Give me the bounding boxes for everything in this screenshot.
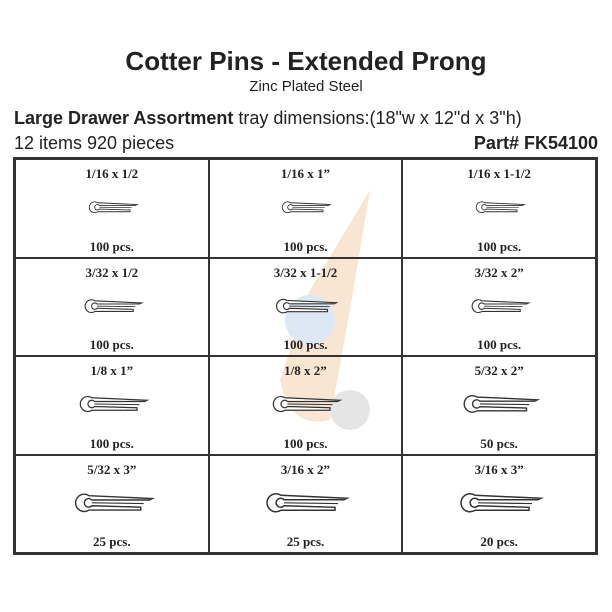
assortment-cell (402, 258, 596, 357)
pin-size: 3/16 x 2” (280, 461, 331, 477)
cotter-pin-icon (73, 394, 151, 414)
pin-quantity: 100 pcs. (89, 337, 134, 352)
cotter-pin-icon (466, 297, 532, 314)
pin-size: 3/16 x 3” (474, 461, 524, 477)
assortment-cell (402, 159, 596, 258)
pin-quantity: 100 pcs. (283, 435, 328, 451)
pin-quantity: 100 pcs. (89, 435, 134, 451)
subtitle: Zinc Plated Steel (249, 78, 363, 95)
cotter-pin-icon (265, 394, 346, 414)
cotter-pin-icon (271, 297, 340, 315)
title: Cotter Pins - Extended Prong (125, 46, 487, 76)
assortment-cell (15, 159, 209, 258)
cotter-pin-icon (454, 393, 544, 415)
cotter-pin-icon (79, 297, 145, 314)
pin-size: 5/32 x 3” (87, 461, 137, 477)
pin-quantity: 100 pcs. (89, 238, 134, 254)
summary: 12 items 920 pieces (14, 133, 175, 153)
pin-size: 1/8 x 2” (284, 363, 327, 378)
pin-quantity: 25 pcs. (286, 534, 325, 549)
assortment-grid (13, 157, 598, 555)
assortment-line (14, 108, 522, 129)
assortment-cell (15, 258, 209, 357)
cotter-pin-icon (448, 491, 550, 515)
cotter-pin-icon (85, 200, 139, 215)
pin-quantity: 100 pcs. (283, 337, 328, 352)
pin-size: 5/32 x 2” (474, 363, 524, 378)
cotter-pin-icon (472, 200, 526, 215)
assortment-cell (209, 159, 403, 258)
cotter-pin-icon (64, 491, 160, 514)
cotter-pin-icon (278, 200, 332, 215)
pin-size: 3/32 x 1/2 (85, 264, 139, 280)
assortment-cell (402, 455, 596, 554)
assortment-name: Large Drawer Assortment (14, 108, 234, 128)
pin-quantity: 100 pcs. (283, 238, 328, 254)
pin-quantity: 50 pcs. (480, 435, 518, 451)
tray-dimensions: tray dimensions:(18"w x 12"d x 3"h) (233, 108, 522, 128)
pin-quantity: 20 pcs. (480, 534, 518, 549)
pin-size: 1/16 x 1” (280, 166, 331, 181)
assortment-cell (209, 356, 403, 455)
pin-size: 1/16 x 1/2 (85, 166, 139, 181)
pin-quantity: 100 pcs. (477, 337, 522, 352)
assortment-cell (209, 258, 403, 357)
pin-quantity: 25 pcs. (93, 534, 131, 549)
pin-size: 3/32 x 1-1/2 (273, 264, 338, 280)
assortment-cell (402, 356, 596, 455)
cotter-pin-icon (254, 491, 356, 515)
assortment-cell (15, 455, 209, 554)
pin-quantity: 100 pcs. (477, 238, 522, 254)
pin-size: 1/8 x 1” (90, 363, 134, 378)
assortment-cell (209, 455, 403, 554)
pin-size: 1/16 x 1-1/2 (467, 166, 531, 181)
part-number: Part# FK54100 (473, 133, 598, 153)
assortment-cell (15, 356, 209, 455)
pin-size: 3/32 x 2” (474, 264, 524, 280)
